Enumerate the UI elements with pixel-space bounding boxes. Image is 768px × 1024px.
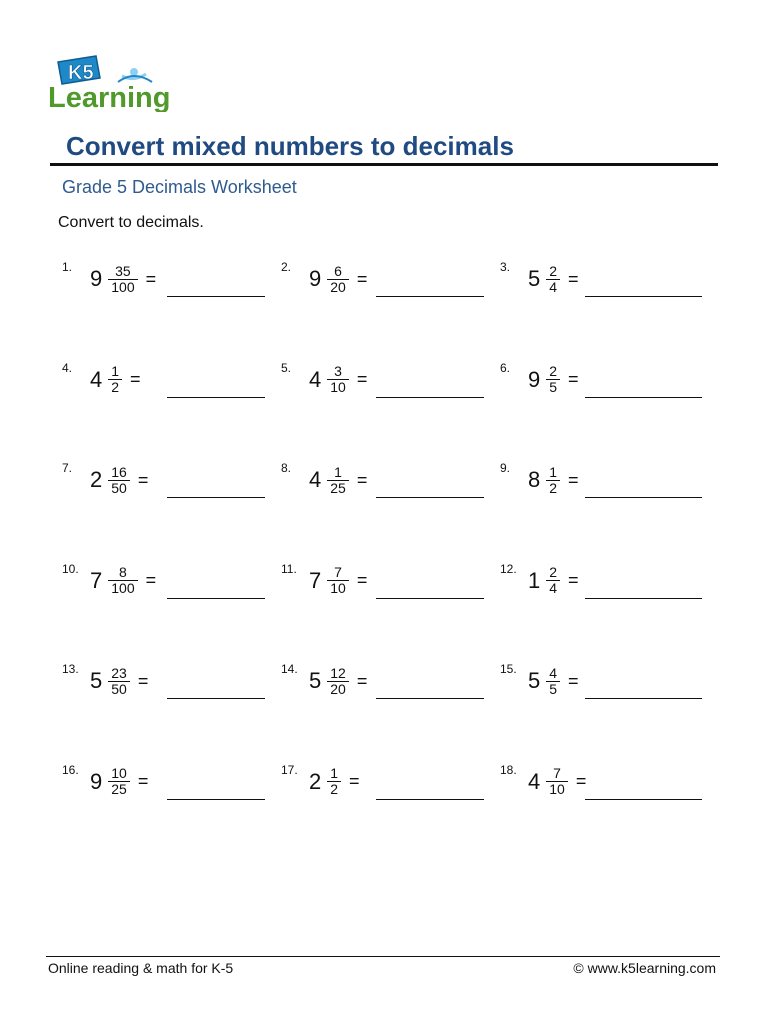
denominator: 20: [327, 279, 349, 295]
mixed-number: [528, 455, 579, 505]
problem-item: [56, 248, 275, 348]
whole-number: 2: [90, 467, 103, 493]
equals-sign: =: [349, 771, 360, 792]
equals-sign: =: [356, 570, 368, 591]
fraction: [546, 264, 560, 295]
equals-sign: =: [130, 369, 141, 390]
equals-sign: =: [137, 670, 149, 691]
equals-sign: =: [145, 570, 157, 591]
problem-grid: [56, 248, 716, 852]
mixed-number: [528, 254, 579, 304]
numerator: 8: [119, 564, 127, 581]
fraction: [108, 264, 137, 295]
problem-item: [494, 751, 716, 851]
denominator: 10: [327, 580, 349, 596]
answer-line[interactable]: [167, 799, 265, 800]
numerator: 1: [334, 463, 342, 480]
numerator: 16: [111, 463, 127, 480]
mixed-number: [90, 656, 148, 706]
denominator: 50: [108, 681, 130, 697]
numerator: 23: [111, 664, 127, 681]
equals-sign: =: [137, 771, 149, 792]
fraction: [546, 766, 568, 797]
whole-number: 9: [528, 366, 541, 392]
problem-number: 16.: [62, 762, 79, 777]
numerator: 35: [115, 262, 131, 279]
problem-item: [494, 248, 716, 348]
equals-sign: =: [356, 670, 368, 691]
answer-line[interactable]: [167, 397, 265, 398]
whole-number: 9: [309, 266, 322, 291]
whole-number: 4: [528, 768, 541, 794]
footer-tagline: Online reading & math for K-5: [48, 960, 234, 976]
denominator: 5: [546, 681, 560, 697]
problem-number: 6.: [500, 360, 511, 375]
problem-number: 18.: [500, 762, 517, 777]
problem-item: [494, 349, 716, 449]
denominator: 2: [108, 379, 122, 395]
denominator: 2: [546, 480, 560, 496]
answer-line[interactable]: [585, 497, 702, 498]
problem-number: 11.: [281, 561, 297, 576]
denominator: 2: [327, 781, 341, 797]
title-divider: [50, 163, 718, 166]
equals-sign: =: [568, 369, 579, 390]
problem-item: [275, 751, 494, 851]
fraction: [546, 565, 560, 596]
mixed-number: [309, 556, 367, 606]
answer-line[interactable]: [585, 799, 702, 800]
mixed-number: [309, 656, 367, 706]
problem-item: [494, 550, 716, 650]
equals-sign: =: [356, 369, 368, 390]
fraction: [327, 465, 349, 496]
denominator: 50: [108, 480, 130, 496]
whole-number: 4: [309, 467, 322, 493]
footer-website: © www.k5learning.com: [573, 960, 716, 976]
k5-learning-logo: [48, 52, 188, 112]
problem-number: 1.: [62, 260, 73, 274]
problem-item: [56, 449, 275, 549]
whole-number: 7: [90, 567, 103, 593]
mixed-number: [90, 757, 148, 807]
problem-number: 10.: [62, 561, 79, 576]
problem-item: [56, 349, 275, 449]
problem-number: 15.: [500, 662, 517, 677]
problem-number: 14.: [281, 662, 298, 677]
denominator: 10: [546, 781, 568, 797]
numerator: 3: [334, 363, 342, 380]
answer-line[interactable]: [167, 497, 265, 498]
numerator: 4: [549, 664, 558, 681]
fraction: [108, 465, 130, 496]
equals-sign: =: [568, 570, 579, 591]
whole-number: 5: [90, 668, 103, 694]
equals-sign: =: [575, 771, 587, 792]
numerator: 6: [334, 262, 342, 279]
answer-line[interactable]: [585, 296, 702, 297]
equals-sign: =: [137, 469, 149, 490]
answer-line[interactable]: [376, 296, 484, 297]
mixed-number: [309, 455, 367, 505]
numerator: 10: [111, 765, 127, 782]
whole-number: 7: [309, 567, 322, 593]
denominator: 25: [327, 480, 349, 496]
fraction: [546, 465, 560, 496]
problem-item: [275, 248, 494, 348]
answer-line[interactable]: [585, 698, 702, 699]
denominator: 5: [546, 379, 560, 395]
whole-number: 4: [90, 366, 103, 392]
answer-line[interactable]: [167, 598, 265, 599]
mixed-number: [528, 556, 579, 606]
mixed-number: [90, 254, 156, 304]
problem-item: [56, 751, 275, 851]
problem-item: [494, 449, 716, 549]
whole-number: 4: [309, 366, 322, 392]
whole-number: 9: [90, 768, 103, 794]
mixed-number: [90, 355, 141, 405]
equals-sign: =: [356, 469, 368, 490]
answer-line[interactable]: [585, 397, 702, 398]
mixed-number: [309, 757, 360, 807]
numerator: 7: [553, 765, 561, 782]
fraction: [108, 565, 137, 596]
whole-number: 9: [90, 266, 103, 291]
numerator: 2: [549, 262, 558, 279]
fraction: [327, 264, 349, 295]
equals-sign: =: [568, 268, 579, 289]
fraction: [108, 766, 130, 797]
worksheet-subtitle: Grade 5 Decimals Worksheet: [62, 177, 297, 197]
denominator: 100: [108, 580, 137, 596]
problem-number: 17.: [281, 762, 298, 777]
numerator: 2: [549, 363, 558, 380]
answer-line[interactable]: [376, 497, 484, 498]
answer-line[interactable]: [376, 698, 484, 699]
answer-line[interactable]: [585, 598, 702, 599]
fraction: [327, 364, 349, 395]
fraction: [327, 565, 349, 596]
problem-number: 7.: [62, 461, 73, 476]
problem-item: [56, 650, 275, 750]
denominator: 25: [108, 781, 130, 797]
answer-line[interactable]: [376, 799, 484, 800]
answer-line[interactable]: [376, 598, 484, 599]
problem-item: [275, 449, 494, 549]
problem-number: 3.: [500, 260, 511, 274]
problem-number: 9.: [500, 461, 511, 476]
problem-number: 5.: [281, 360, 292, 375]
equals-sign: =: [356, 268, 368, 289]
problem-number: 12.: [500, 561, 517, 576]
numerator: 1: [549, 463, 558, 480]
numerator: 12: [330, 664, 346, 681]
logo-wordmark: Learning: [48, 82, 171, 112]
fraction: [327, 666, 349, 697]
fraction: [108, 364, 122, 395]
problem-number: 13.: [62, 662, 79, 677]
mixed-number: [528, 656, 579, 706]
problem-item: [494, 650, 716, 750]
denominator: 4: [546, 580, 560, 596]
mixed-number: [528, 757, 586, 807]
page-title: Convert mixed numbers to decimals: [66, 131, 514, 161]
denominator: 10: [327, 379, 349, 395]
numerator: 1: [330, 765, 339, 782]
mixed-number: [90, 556, 156, 606]
footer-divider: [46, 956, 720, 957]
problem-number: 8.: [281, 461, 292, 476]
problem-item: [275, 550, 494, 650]
numerator: 7: [334, 564, 342, 581]
mixed-number: [309, 254, 367, 304]
problem-number: 4.: [62, 360, 73, 375]
equals-sign: =: [568, 670, 579, 691]
denominator: 100: [108, 279, 137, 295]
fraction: [108, 666, 130, 697]
mixed-number: [309, 355, 367, 405]
whole-number: 5: [528, 668, 541, 694]
problem-item: [56, 550, 275, 650]
whole-number: 8: [528, 467, 541, 493]
denominator: 4: [546, 279, 560, 295]
mixed-number: [528, 355, 579, 405]
whole-number: 1: [528, 567, 541, 593]
equals-sign: =: [568, 469, 579, 490]
instructions: Convert to decimals.: [58, 214, 204, 231]
numerator: 2: [549, 564, 558, 581]
whole-number: 5: [528, 266, 541, 291]
problem-item: [275, 650, 494, 750]
whole-number: 5: [309, 668, 322, 694]
answer-line[interactable]: [376, 397, 484, 398]
problem-item: [275, 349, 494, 449]
fraction: [546, 666, 560, 697]
equals-sign: =: [145, 268, 157, 289]
whole-number: 2: [309, 768, 322, 794]
mixed-number: [90, 455, 148, 505]
logo-figure-icon: [130, 68, 138, 76]
logo-badge-text: K5: [68, 62, 94, 84]
denominator: 20: [327, 681, 349, 697]
answer-line[interactable]: [167, 296, 265, 297]
numerator: 1: [111, 363, 120, 380]
answer-line[interactable]: [167, 698, 265, 699]
fraction: [327, 766, 341, 797]
fraction: [546, 364, 560, 395]
problem-number: 2.: [281, 260, 292, 274]
